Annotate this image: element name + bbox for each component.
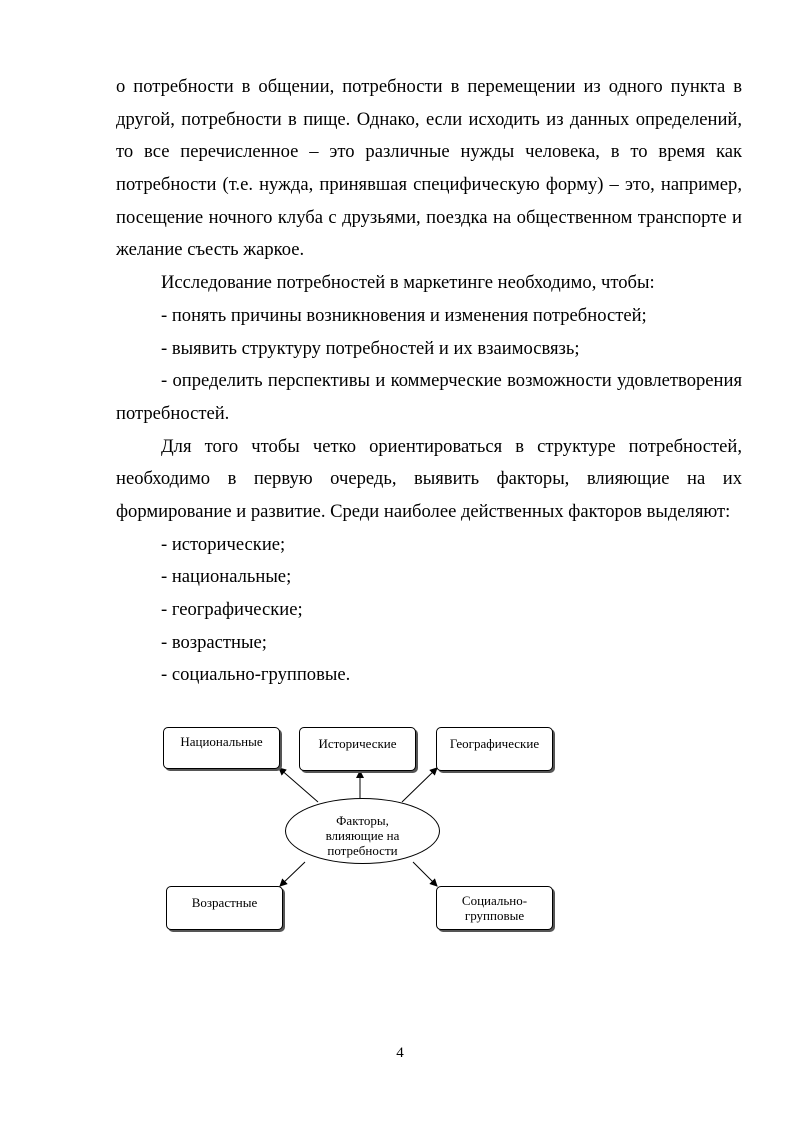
list-item: - национальные;: [161, 566, 292, 588]
text-line: необходимо в первую очередь, выявить факторы, влияющие на их: [116, 468, 742, 490]
arrow-geographic: [402, 768, 437, 802]
arrow-national: [279, 768, 318, 802]
factor-social-label-line: Социально-: [461, 893, 528, 908]
text-line: Исследование потребностей в маркетинге необходимо, чтобы:: [161, 272, 655, 294]
list-item: - понять причины возникновения и изменения потребностей;: [161, 304, 647, 326]
arrow-social: [413, 862, 437, 886]
list-item: - возрастные;: [161, 631, 267, 653]
text-line: посещение ночного клуба с друзьями, поездка на общественном транспорте и: [116, 206, 742, 228]
factor-geographic-label: Географические: [449, 736, 540, 751]
text-line: формирование и развитие. Среди наиболее действенных факторов выделяют:: [116, 500, 731, 522]
page-number: 4: [396, 1045, 404, 1061]
arrow-age: [280, 862, 305, 886]
text-line: то все перечисленное – это различные нужды человека, в то время как: [116, 141, 742, 163]
factor-historical: [299, 727, 416, 771]
factor-national: [163, 727, 280, 769]
text-line: потребностей.: [116, 402, 230, 424]
factor-age-label: Возрастные: [191, 895, 258, 910]
center-node: [285, 798, 440, 864]
list-item: - географические;: [161, 599, 303, 620]
text-line: другой, потребности в пище. Однако, если исходить из данных определений,: [116, 108, 742, 130]
factor-social-label-line: групповые: [464, 908, 525, 923]
list-item: - выявить структуру потребностей и их взаимосвязь;: [161, 337, 580, 359]
text-line: желание съесть жаркое.: [116, 239, 305, 261]
text-line: Для того чтобы четко ориентироваться в структуре потребностей,: [161, 435, 742, 457]
list-item: - социально-групповые.: [161, 664, 351, 686]
center-label-line: Факторы,: [336, 813, 389, 828]
factor-geographic: [436, 727, 553, 771]
factor-national-label: Национальные: [180, 734, 263, 749]
list-item: - исторические;: [161, 533, 286, 555]
list-item: - определить перспективы и коммерческие возможности удовлетворения: [161, 370, 742, 392]
factor-social: [436, 886, 553, 930]
center-label-line: потребности: [327, 843, 398, 858]
factor-age: [166, 886, 283, 930]
text-line: потребности (т.е. нужда, принявшая специфическую форму) – это, например,: [116, 174, 742, 196]
factor-historical-label: Исторические: [318, 736, 397, 751]
text-line: о потребности в общении, потребности в перемещении из одного пункта в: [116, 76, 742, 97]
center-label-line: влияющие на: [325, 828, 400, 843]
